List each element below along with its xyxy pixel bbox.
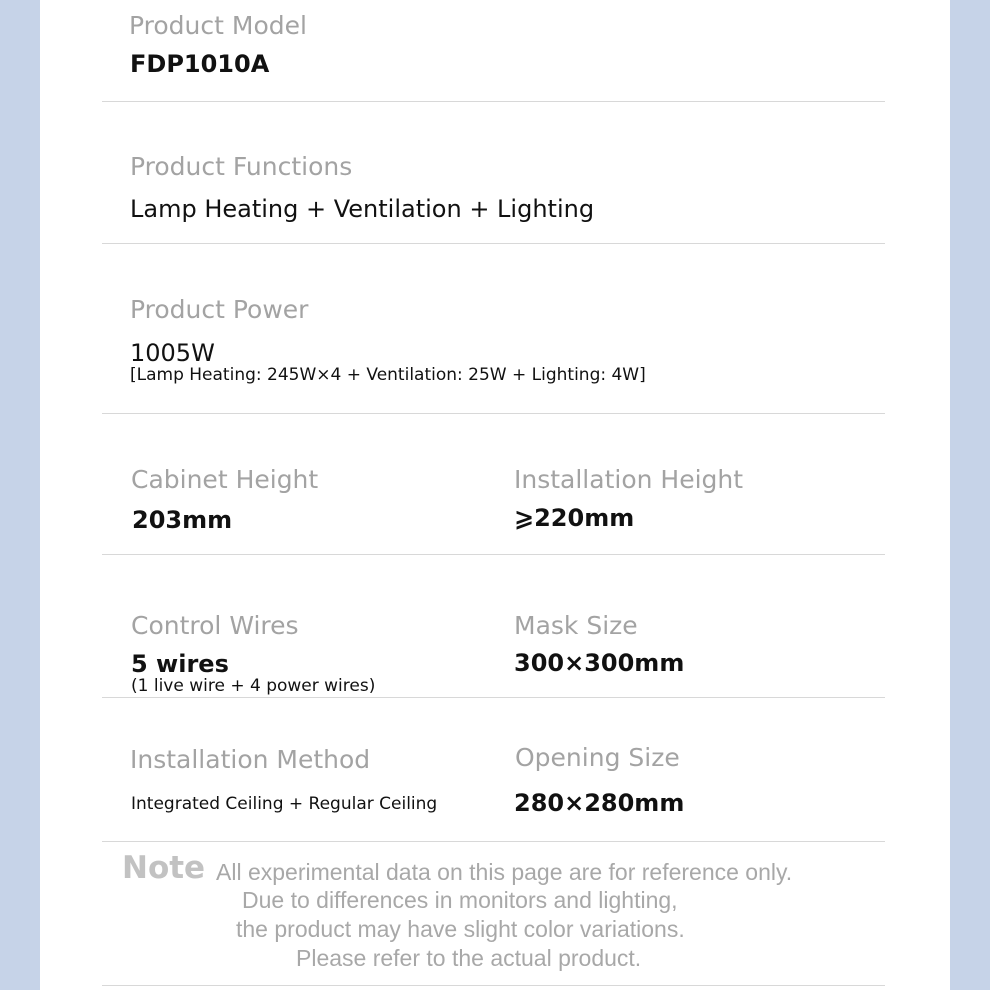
product-power-value: 1005W (130, 339, 215, 367)
control-wires-label: Control Wires (131, 611, 299, 640)
mask-size-value: 300×300mm (514, 649, 685, 677)
opening-size-label: Opening Size (515, 743, 680, 772)
note-line: Due to differences in monitors and lighting, (242, 887, 678, 913)
separator (102, 985, 885, 986)
cabinet-height-label: Cabinet Height (131, 465, 319, 494)
separator (102, 697, 885, 698)
opening-size-value: 280×280mm (514, 789, 685, 817)
note-line: Please refer to the actual product. (296, 945, 642, 971)
product-functions-label: Product Functions (130, 152, 353, 181)
control-wires-detail: (1 live wire + 4 power wires) (131, 676, 376, 696)
installation-height-value: ⩾220mm (514, 504, 635, 532)
installation-height-label: Installation Height (514, 465, 744, 494)
cabinet-height-value: 203mm (132, 506, 233, 534)
note-title: Note (122, 850, 206, 886)
product-model-label: Product Model (129, 11, 307, 40)
installation-method-label: Installation Method (130, 745, 371, 774)
separator (102, 554, 885, 555)
installation-method-value: Integrated Ceiling + Regular Ceiling (131, 794, 438, 814)
separator (102, 243, 885, 244)
product-model-value: FDP1010A (130, 50, 270, 78)
product-power-detail: [Lamp Heating: 245W×4 + Ventilation: 25W + Lighting: 4W] (130, 365, 646, 385)
separator (102, 413, 885, 414)
spec-sheet (40, 0, 950, 990)
note-line: the product may have slight color variations. (236, 916, 685, 942)
note-line: All experimental data on this page are for reference only. (216, 859, 793, 885)
mask-size-label: Mask Size (514, 611, 638, 640)
product-functions-value: Lamp Heating + Ventilation + Lighting (130, 195, 595, 223)
separator (102, 101, 885, 102)
product-power-label: Product Power (130, 295, 309, 324)
separator (102, 841, 885, 842)
control-wires-value: 5 wires (131, 650, 229, 678)
